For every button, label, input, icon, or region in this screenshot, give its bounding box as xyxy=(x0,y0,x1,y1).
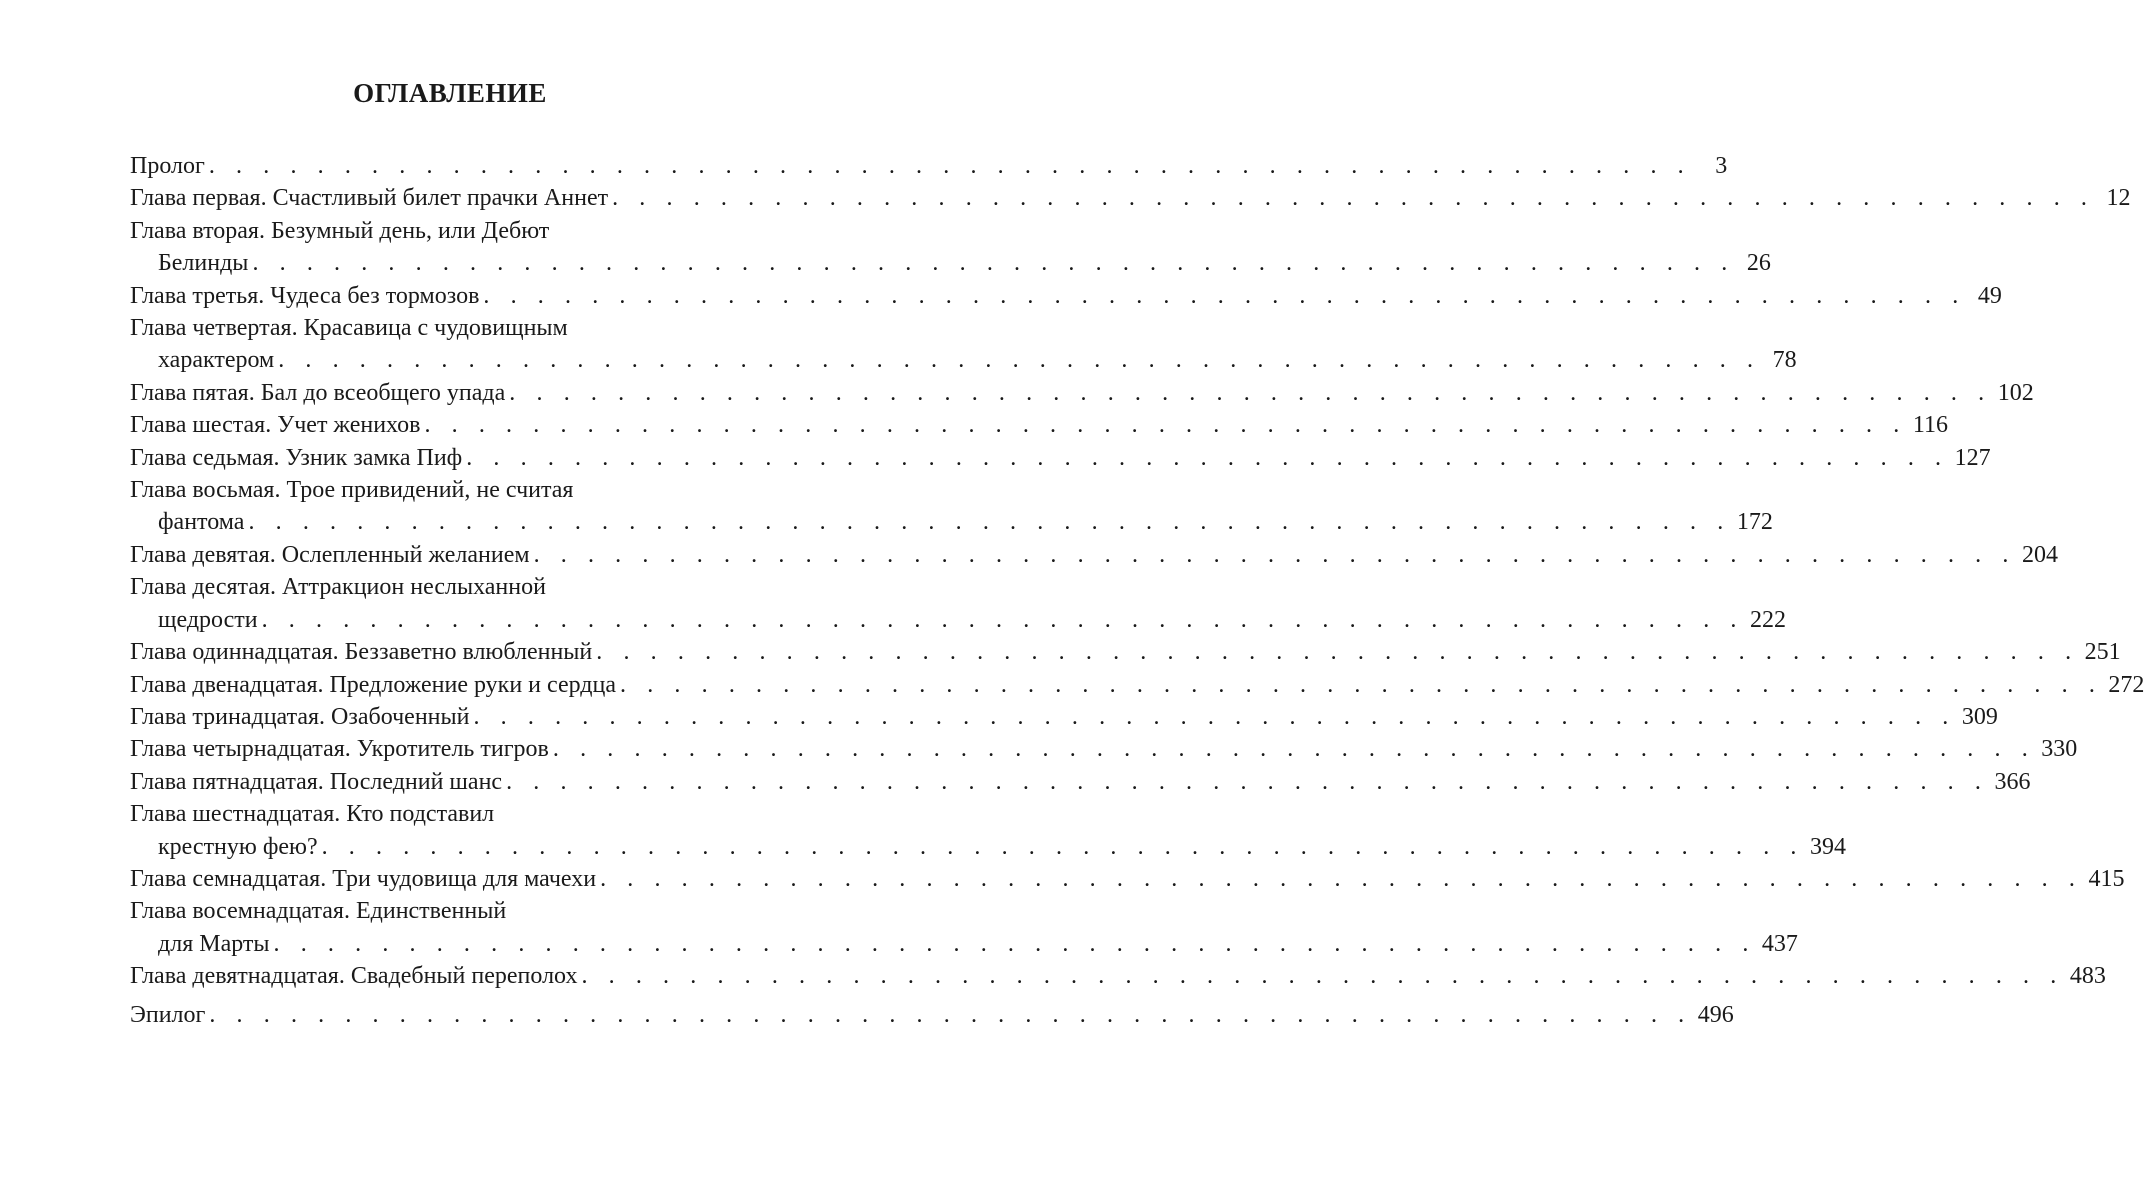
toc-entry-line xyxy=(130,701,1998,733)
toc-entry xyxy=(130,701,1998,733)
toc-page-number: 251 xyxy=(2084,639,2121,666)
dot-leader: . . . . . . . . . . . . . . . . . . . . . . . . . . . . . . . . . . . . . . . . . . . . . . . . . . . . . . . xyxy=(509,379,1992,406)
dot-leader: . . . . . . . . . . . . . . . . . . . . . . . . . . . . . . . . . . . . . . . . . . . . . . . . . . . . . . . xyxy=(278,347,1761,374)
toc-entry xyxy=(130,733,2078,765)
toc-entry-title: щедрости xyxy=(158,606,258,633)
toc-entry-title: Глава семнадцатая. Три чудовища для мачехи xyxy=(130,865,597,892)
toc-entry-continuation xyxy=(130,831,1847,863)
toc-entry-line xyxy=(130,863,2125,895)
toc-entry-title: Глава седьмая. Узник замка Пиф xyxy=(130,444,463,471)
toc-entry xyxy=(130,377,2034,409)
toc-page-number: 102 xyxy=(1997,379,2034,406)
toc-entry-line xyxy=(130,571,760,603)
toc-entry-title: Глава восемнадцатая. Единственный xyxy=(130,898,507,925)
toc-entry-continuation xyxy=(130,247,1771,279)
toc-entry-line xyxy=(130,409,1948,441)
toc-page-number: 12 xyxy=(2106,185,2131,212)
toc-entry xyxy=(130,571,1787,636)
dot-leader: . . . . . . . . . . . . . . . . . . . . . . . . . . . . . . . . . . . . . . . . . . . . . . . . . . . . . . . xyxy=(252,250,1735,277)
dot-leader: . . . . . . . . . . . . . . . . . . . . . . . . . . . . . . . . . . . . . . . . . . . . . . . . . . . . . . . xyxy=(273,930,1756,957)
toc-entry-title: Эпилог xyxy=(130,1001,206,1028)
toc-entry-title: крестную фею? xyxy=(158,833,318,860)
toc-page-number: 222 xyxy=(1750,606,1787,633)
toc-entry-title: характером xyxy=(158,347,275,374)
toc-entry xyxy=(130,182,2131,214)
toc-entry xyxy=(130,895,1798,960)
toc-entry-line xyxy=(130,636,2121,668)
toc-entry xyxy=(130,442,1991,474)
toc-page-number: 483 xyxy=(2069,963,2106,990)
toc-page-number: 330 xyxy=(2041,736,2078,763)
toc-entry-title: Белинды xyxy=(158,250,249,277)
toc-entry-title: Глава третья. Чудеса без тормозов xyxy=(130,282,480,309)
toc-entry-line xyxy=(130,215,760,247)
toc-entry-continuation xyxy=(130,344,1797,376)
toc-entry-continuation xyxy=(130,928,1798,960)
toc-entry xyxy=(130,409,1948,441)
dot-leader: . . . . . . . . . . . . . . . . . . . . . . . . . . . . . . . . . . . . . . . . . . . . . . . . . . . . . . . xyxy=(473,703,1956,730)
toc-entry-line xyxy=(130,798,760,830)
dot-leader: . . . . . . . . . . . . . . . . . . . . . . . . . . . . . . . . . . . . . . . . . . . . . . . . . . . . . . . xyxy=(581,963,2064,990)
toc-entry-title: Глава шестнадцатая. Кто подставил xyxy=(130,801,495,828)
toc-entry-line xyxy=(130,280,2002,312)
toc-entry-title: Глава двенадцатая. Предложение руки и сердца xyxy=(130,671,617,698)
toc-entry-title: Глава десятая. Аттракцион неслыханной xyxy=(130,574,546,601)
toc-entry-line xyxy=(130,766,2031,798)
toc-entry-line xyxy=(130,733,2078,765)
toc-page-number: 415 xyxy=(2088,865,2125,892)
toc-entry-title: Глава одиннадцатая. Беззаветно влюбленный xyxy=(130,639,593,666)
toc-entry-title: Глава вторая. Безумный день, или Дебют xyxy=(130,217,550,244)
dot-leader: . . . . . . . . . . . . . . . . . . . . . . . . . . . . . . . . . . . . . . . . . . . . . . . . . . . . . . . xyxy=(483,282,1966,309)
toc-entry-continuation xyxy=(130,604,1787,636)
toc-entry xyxy=(130,669,2144,701)
toc-entry-line xyxy=(130,182,2131,214)
dot-leader: . . . . . . . . . . . . . . . . . . . . . . . . . . . . . . . . . . . . . . . . . . . . . . . . . . . . . . . xyxy=(209,1001,1692,1028)
toc-entry-line xyxy=(130,960,2106,992)
toc-page-number: 437 xyxy=(1761,930,1798,957)
toc-entry-title: Глава девятая. Ослепленный желанием xyxy=(130,541,530,568)
toc-entry xyxy=(130,999,1734,1031)
table-of-contents xyxy=(130,150,2144,1031)
toc-entry xyxy=(130,280,2002,312)
dot-leader: . . . . . . . . . . . . . . . . . . . . . . . . . . . . . . . . . . . . . . . . . . . . . . . . . . . . . . . xyxy=(552,736,2036,763)
toc-page-number: 78 xyxy=(1772,347,1797,374)
toc-entry xyxy=(130,312,1797,377)
dot-leader: . . . . . . . . . . . . . . . . . . . . . . . . . . . . . . . . . . . . . . . . . . . . . . . . . . . . . . . xyxy=(248,509,1731,536)
toc-entry xyxy=(130,798,1847,863)
toc-entry-title: Глава восьмая. Трое привидений, не считая xyxy=(130,477,574,504)
toc-entry-title: Глава пятая. Бал до всеобщего упада xyxy=(130,379,506,406)
toc-page-number: 116 xyxy=(1912,412,1948,439)
toc-entry-line xyxy=(130,150,1728,182)
toc-entry-line xyxy=(130,442,1991,474)
dot-leader: . . . . . . . . . . . . . . . . . . . . . . . . . . . . . . . . . . . . . . . . . . . . . . . . . . . . . . . xyxy=(466,444,1949,471)
dot-leader: . . . . . . . . . . . . . . . . . . . . . . . . . . . . . . . . . . . . . . . . . . . . . . . . . . . . . . . xyxy=(596,639,2079,666)
toc-entry xyxy=(130,766,2031,798)
toc-page-number: 204 xyxy=(2021,541,2058,568)
toc-entry-line xyxy=(130,999,1734,1031)
toc-entry-title: Глава тринадцатая. Озабоченный xyxy=(130,703,470,730)
toc-page-number: 49 xyxy=(1977,282,2002,309)
dot-leader: . . . . . . . . . . . . . . . . . . . . . . . . . . . . . . . . . . . . . . . . . . . . . . . . . . . . . . . xyxy=(321,833,1805,860)
toc-entry-title: фантома xyxy=(158,509,245,536)
toc-entry-title: Глава четырнадцатая. Укротитель тигров xyxy=(130,736,549,763)
toc-entry xyxy=(130,474,1773,539)
toc-entry-title: Глава четвертая. Красавица с чудовищным xyxy=(130,315,568,342)
toc-page-number: 272 xyxy=(2108,671,2144,698)
toc-page-number: 127 xyxy=(1954,444,1991,471)
toc-entry-title: Глава девятнадцатая. Свадебный переполох xyxy=(130,963,578,990)
toc-entry-continuation xyxy=(130,506,1773,538)
toc-entry xyxy=(130,863,2125,895)
dot-leader: . . . . . . . . . . . . . . . . . . . . . . . . . . . . . . . . . . . . . . . . . . . . . . . . . . . . . . . xyxy=(261,606,1745,633)
dot-leader: . . . . . . . . . . . . . . . . . . . . . . . . . . . . . . . . . . . . . . . . . . . . . . . . . . . . . . . xyxy=(208,153,1692,179)
dot-leader: . . . . . . . . . . . . . . . . . . . . . . . . . . . . . . . . . . . . . . . . . . . . . . . . . . . . . . . xyxy=(620,671,2103,698)
toc-entry-line xyxy=(130,377,2034,409)
toc-entry xyxy=(130,539,2058,571)
toc-entry-title: Пролог xyxy=(130,153,205,179)
toc-entry xyxy=(130,636,2121,668)
toc-page-number: 3 xyxy=(1715,153,1728,179)
toc-page-number: 26 xyxy=(1746,250,1771,277)
dot-leader: . . . . . . . . . . . . . . . . . . . . . . . . . . . . . . . . . . . . . . . . . . . . . . . . . . . . . . . xyxy=(533,541,2016,568)
toc-page-number: 394 xyxy=(1810,833,1847,860)
toc-entry xyxy=(130,960,2106,992)
toc-entry-line xyxy=(130,669,2144,701)
toc-entry-title: Глава пятнадцатая. Последний шанс xyxy=(130,768,503,795)
toc-page-number: 172 xyxy=(1736,509,1773,536)
toc-page-number: 309 xyxy=(1961,703,1998,730)
dot-leader: . . . . . . . . . . . . . . . . . . . . . . . . . . . . . . . . . . . . . . . . . . . . . . . . . . . . . . . xyxy=(424,412,1907,439)
dot-leader: . . . . . . . . . . . . . . . . . . . . . . . . . . . . . . . . . . . . . . . . . . . . . . . . . . . . . . . xyxy=(506,768,1989,795)
toc-page-number: 496 xyxy=(1697,1001,1734,1028)
toc-entry xyxy=(130,150,1728,182)
toc-entry-line xyxy=(130,474,760,506)
toc-entry-line xyxy=(130,539,2058,571)
toc-entry-title: Глава шестая. Учет женихов xyxy=(130,412,421,439)
dot-leader: . . . . . . . . . . . . . . . . . . . . . . . . . . . . . . . . . . . . . . . . . . . . . . . . . . . . . . . xyxy=(612,185,2095,212)
toc-entry-line xyxy=(130,895,760,927)
toc-entry-title: Глава первая. Счастливый билет прачки Аннет xyxy=(130,185,609,212)
page-title: ОГЛАВЛЕНИЕ xyxy=(353,78,547,108)
toc-entry-title: для Марты xyxy=(158,930,270,957)
toc-entry-line xyxy=(130,312,760,344)
toc-page-number: 366 xyxy=(1994,768,2031,795)
toc-entry xyxy=(130,215,1771,280)
dot-leader: . . . . . . . . . . . . . . . . . . . . . . . . . . . . . . . . . . . . . . . . . . . . . . . . . . . . . . . xyxy=(600,865,2083,892)
